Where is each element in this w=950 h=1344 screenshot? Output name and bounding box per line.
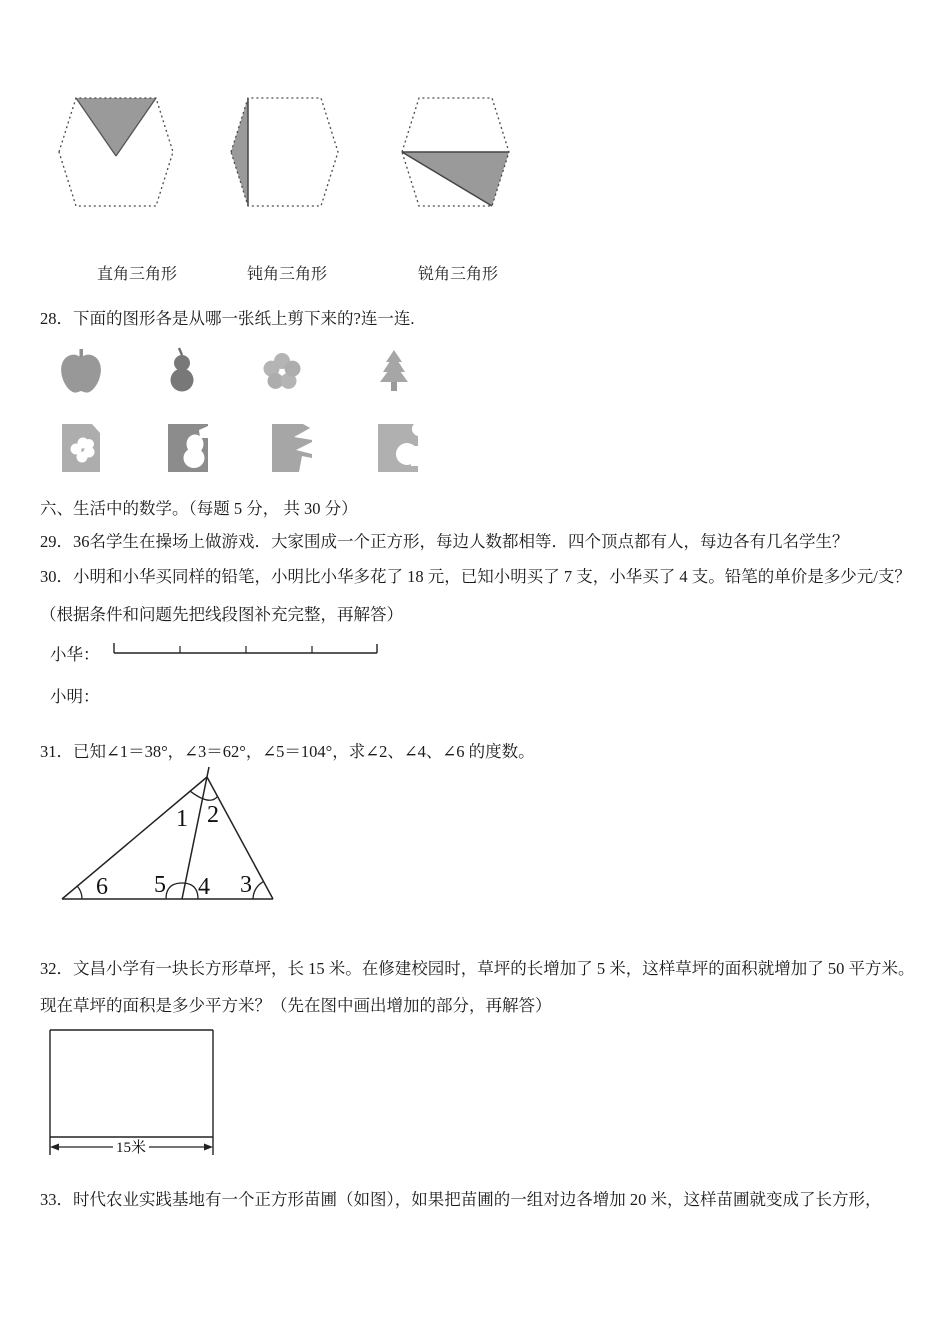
flower-shape [264,353,301,389]
paper-with-tree-cut [272,424,312,472]
angle-label-4: 4 [198,874,210,900]
angle-label-1: 1 [176,806,188,832]
apple-shape [61,349,101,393]
paper-with-gourd-cut [168,424,208,472]
angle-label-6: 6 [96,874,108,900]
question-29-text: 29．36名学生在操场上做游戏．大家围成一个正方形，每边人数都相等．四个顶点都有人，每边各有几名学生？ [40,532,849,551]
triangle-angles-figure [50,760,290,910]
angle-label-3: 3 [240,872,252,898]
question-32-text: 32．文昌小学有一块长方形草坪，长 15 米。在修建校园时，草坪的长增加了 5 米，这样草坪的面积就增加了 50 平方米。现在草坪的面积是多少平方米？（先在图中画出增加的部分，再解答） [40,959,915,1015]
shaded-right-triangle [76,98,156,156]
paper-with-apple-cut [378,422,426,472]
question-28-text: 28．下面的图形各是从哪一张纸上剪下来的?连一连. [40,309,415,328]
hexagon-with-middle-shaded-triangle [402,98,509,206]
xiaohua-label: 小华： [50,645,100,664]
shaded-obtuse-triangle [231,98,248,206]
question-30-note: （根据条件和问题先把线段图补充完整，再解答） [40,605,403,624]
question-30-text: 30．小明和小华买同样的铅笔，小明比小华多花了 18 元，已知小明买了 7 支，小华买了 4 支。铅笔的单价是多少元/支？ [40,567,911,586]
shaded-acute-triangle [402,152,509,206]
hexagon-with-left-shaded-triangle [231,98,338,206]
xiaoming-label: 小明： [50,687,100,706]
paper-with-flower-cut [62,424,100,472]
question-28-figure [45,340,465,485]
section-six-title: 六、生活中的数学。（每题 5 分， 共 30 分） [40,499,358,518]
pine-tree-shape [380,350,408,391]
angle-label-2: 2 [207,802,219,828]
angle-label-5: 5 [154,872,166,898]
label-acute-triangle: 锐角三角形 [417,266,498,283]
question-31-text: 31．已知∠1＝38°，∠3＝62°，∠5＝104°，求∠2、∠4、∠6 的度数。 [40,742,535,761]
right-angle-arc [253,881,264,899]
label-obtuse-triangle: 钝角三角形 [246,266,327,283]
hexagon-triangle-figure [40,90,520,290]
left-angle-arc [77,886,82,899]
hexagon-with-top-shaded-triangle [59,98,173,206]
width-dimension-label: 15米 [115,1140,147,1156]
xiaohua-segment-diagram [105,638,390,660]
gourd-shape [171,348,194,392]
question-33-text: 33．时代农业实践基地有一个正方形苗圃（如图），如果把苗圃的一组对边各增加 20 米，这样苗圃就变成了长方形， [40,1190,882,1209]
lawn-rectangle-figure [45,1025,225,1165]
label-right-triangle: 直角三角形 [96,266,177,283]
